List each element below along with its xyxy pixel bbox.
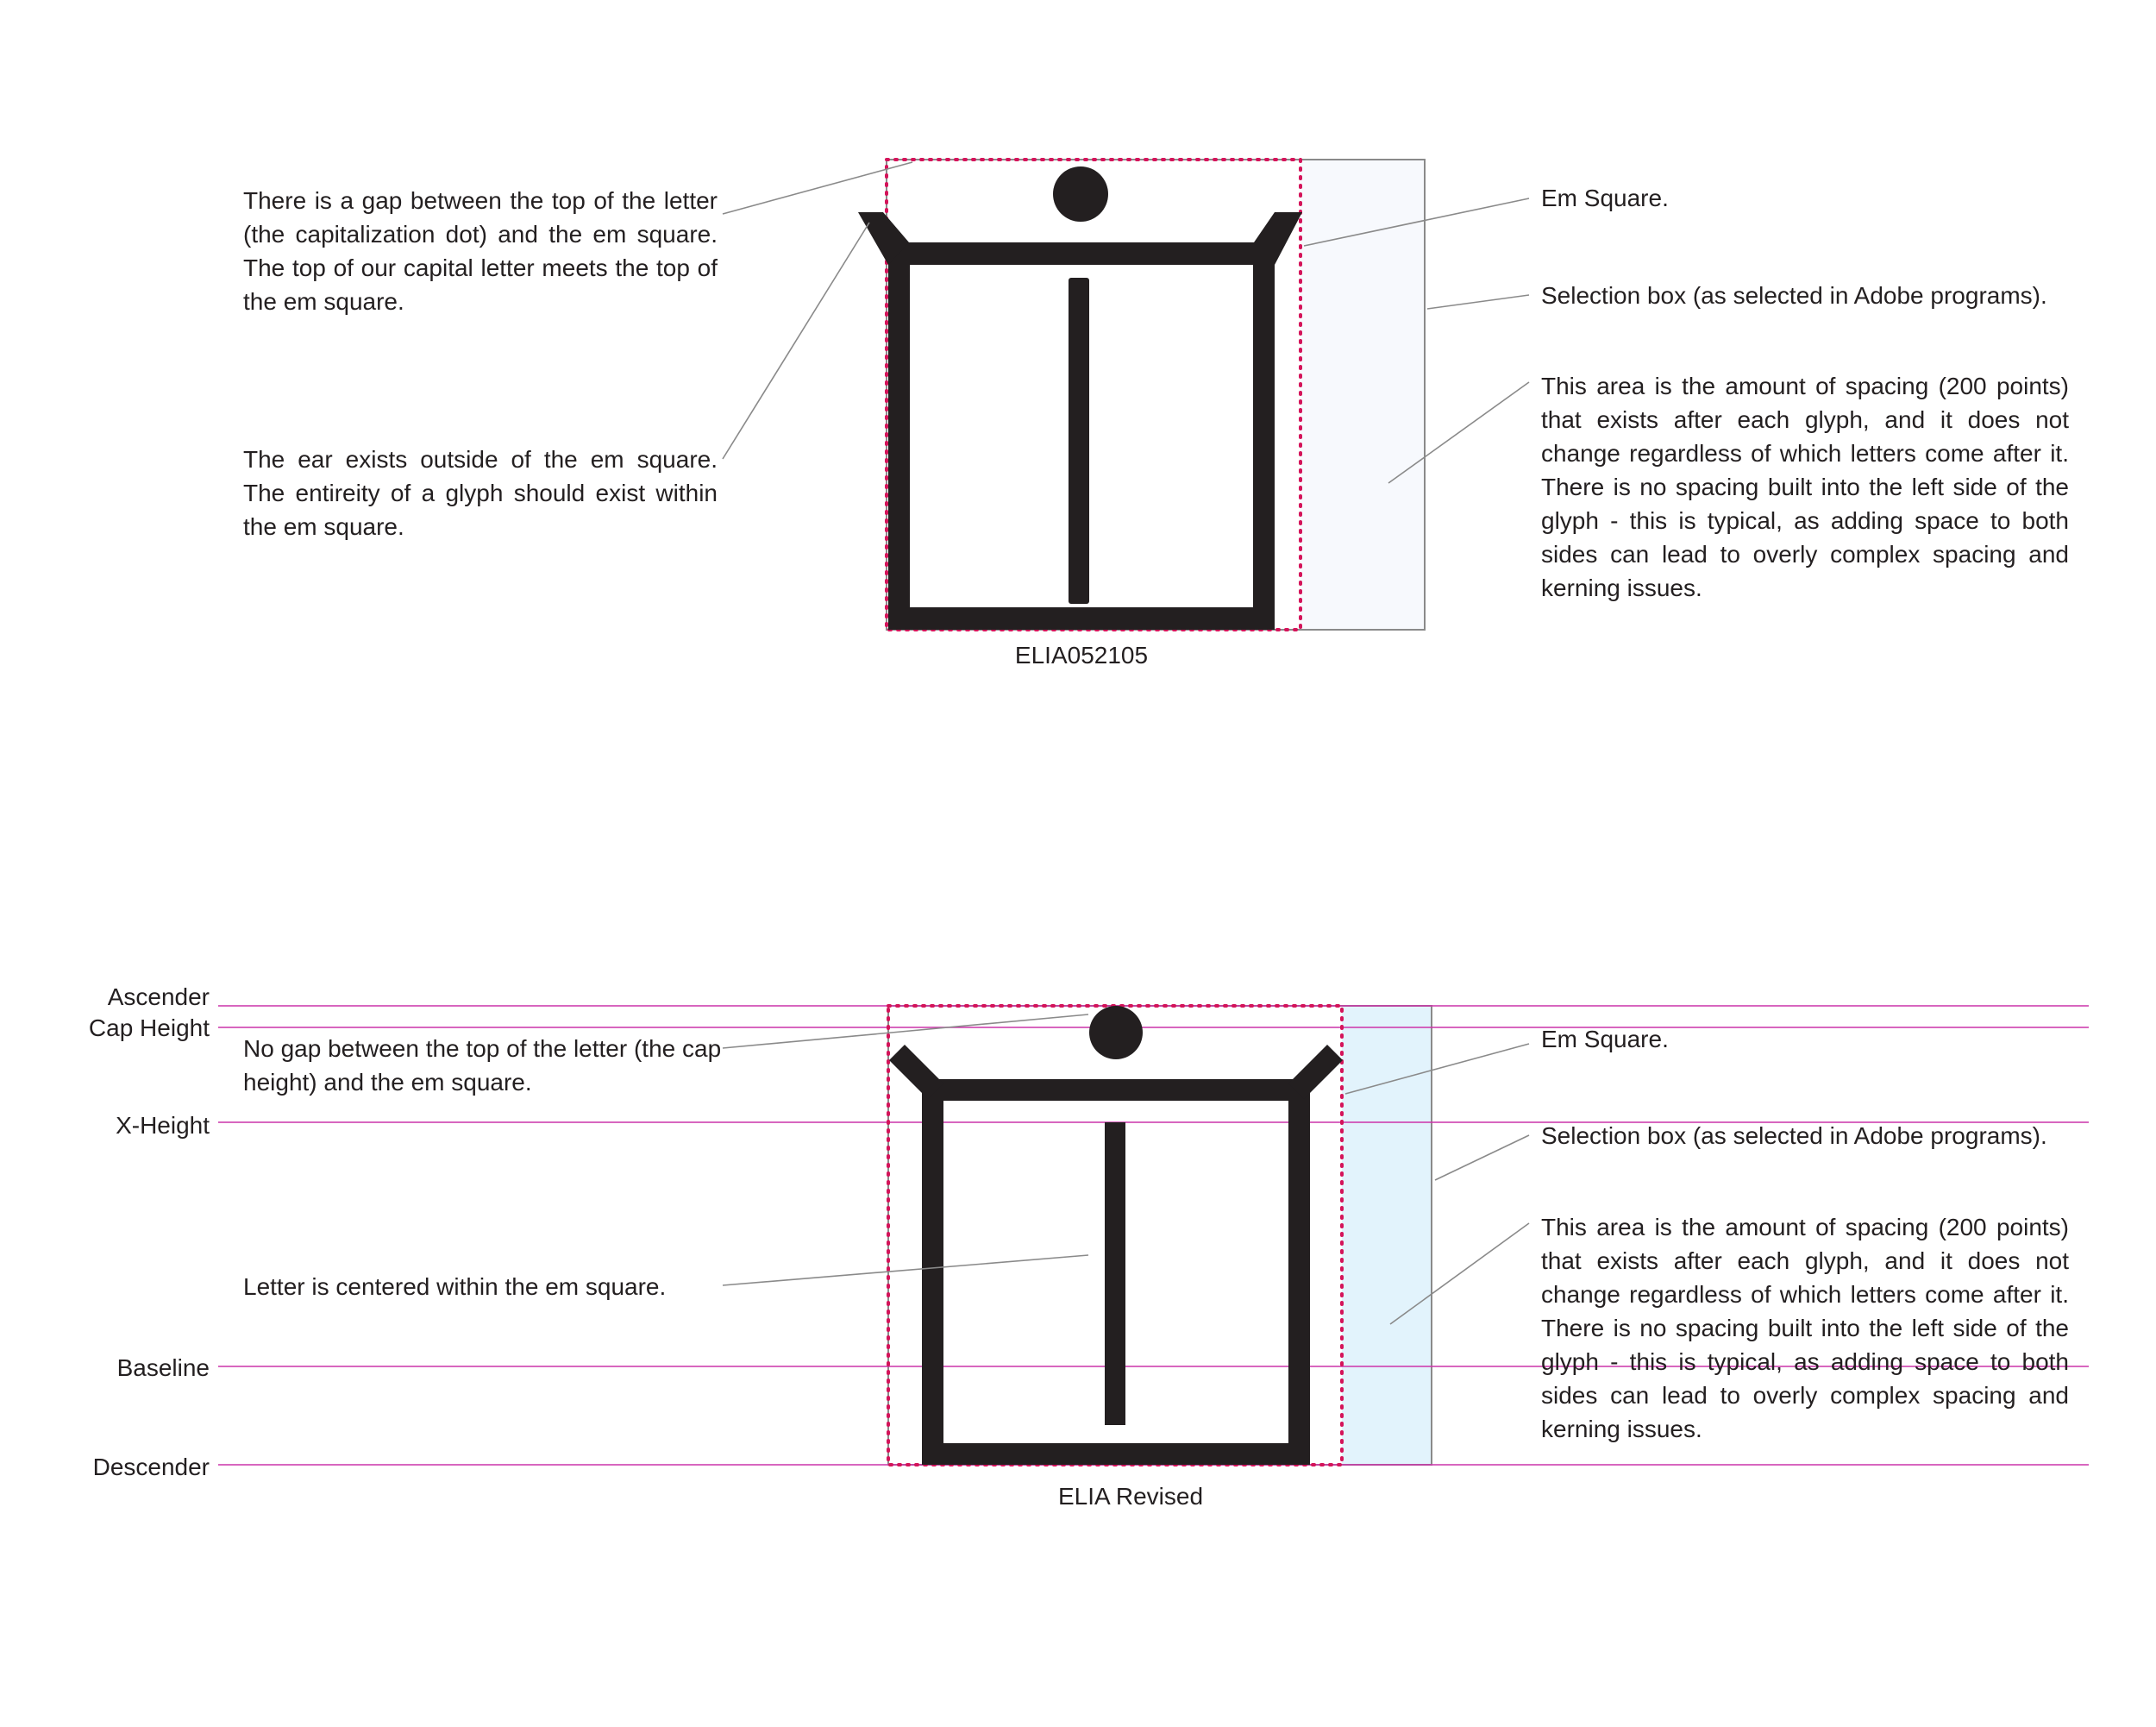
top-note-em-square: Em Square. <box>1541 185 1669 211</box>
bottom-left-ear <box>889 1045 943 1099</box>
top-note-gap: There is a gap between the top of the letter (the capitalization dot) and the em square. The top of our capital letter meets the top of the em square. <box>243 187 718 315</box>
bottom-stem <box>1105 1122 1125 1425</box>
bottom-right-ear <box>1288 1045 1343 1099</box>
bottom-note-centered: Letter is centered within the em square. <box>243 1273 667 1300</box>
top-leader-selection <box>1427 295 1529 309</box>
top-glyph-frame-top <box>888 242 1275 265</box>
top-note-spacing: This area is the amount of spacing (200 points) that exists after each glyph, and it does not change regardless of which letters come after it. There is no spacing built into the left side of the glyph - this is typical, as adding space to both sides can lead to overly complex spacing and kerning issues. <box>1541 373 2069 601</box>
top-glyph-frame-left <box>888 242 910 630</box>
metric-label-x-height: X-Height <box>116 1112 210 1139</box>
top-note-selection-box: Selection box (as selected in Adobe programs). <box>1541 282 2047 309</box>
top-note-ear: The ear exists outside of the em square. The entireity of a glyph should exist within the em square. <box>243 446 718 540</box>
top-spacing-area <box>1300 160 1425 630</box>
bottom-note-em-square: Em Square. <box>1541 1026 1669 1052</box>
bottom-glyph <box>889 1006 1343 1465</box>
top-stem <box>1069 278 1089 604</box>
bottom-note-no-gap: No gap between the top of the letter (the cap height) and the em square. <box>243 1035 722 1096</box>
top-glyph <box>858 166 1302 630</box>
bottom-glyph-frame-left <box>922 1079 943 1465</box>
top-panel <box>723 160 1529 630</box>
bottom-caption: ELIA Revised <box>1057 1483 1204 1510</box>
bottom-capitalization-dot <box>1089 1006 1143 1059</box>
top-capitalization-dot <box>1053 166 1108 222</box>
bottom-leader-no-gap <box>723 1014 1088 1048</box>
bottom-glyph-frame-right <box>1288 1079 1310 1465</box>
top-glyph-frame-bottom <box>888 607 1275 630</box>
bottom-glyph-frame-top <box>922 1079 1310 1101</box>
bottom-note-spacing: This area is the amount of spacing (200 points) that exists after each glyph, and it does not change regardless of which letters come after it. There is no spacing built into the left side of the glyph - this is typical, as adding space to both sides can lead to overly complex spacing and kerning issues. <box>1541 1214 2069 1442</box>
metric-label-ascender: Ascender <box>107 983 210 1010</box>
metric-label-baseline: Baseline <box>116 1354 210 1381</box>
bottom-note-selection-box: Selection box (as selected in Adobe programs). <box>1541 1122 2047 1149</box>
bottom-leader-centered <box>723 1255 1088 1285</box>
top-caption: ELIA052105 <box>1014 642 1149 669</box>
top-glyph-frame-right <box>1253 242 1275 630</box>
top-em-square <box>887 160 1300 630</box>
top-leader-ear <box>723 223 869 459</box>
bottom-leader-selection <box>1435 1135 1529 1180</box>
metric-label-descender: Descender <box>92 1454 210 1480</box>
top-leader-gap <box>723 162 912 214</box>
metric-label-cap-height: Cap Height <box>88 1014 210 1041</box>
bottom-glyph-frame-bottom <box>922 1443 1310 1465</box>
